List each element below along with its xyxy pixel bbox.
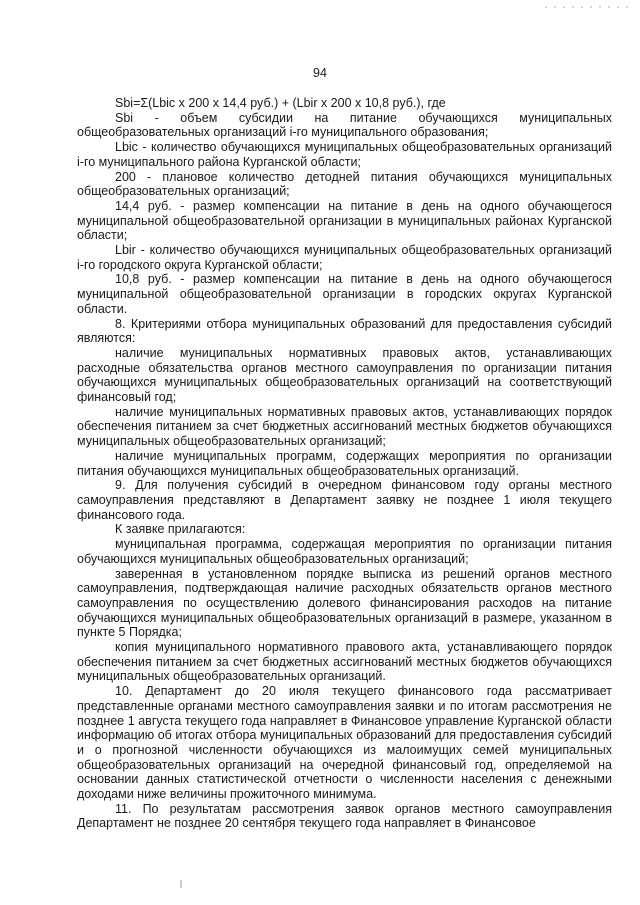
attachment-1: муниципальная программа, содержащая мероприятия по организации питания обучающихся муниципальных общеобразовательных организаций; <box>77 537 612 566</box>
definition-14-4: 14,4 руб. - размер компенсации на питание в день на одного обучающегося муниципальной общеобразовательной организации в муниципальных районах Курганской области; <box>77 198 612 243</box>
definition-10-8: 10,8 руб. - размер компенсации на питание в день на одного обучающегося муниципальной общеобразовательной организации в городских округах Курганской области. <box>77 272 612 316</box>
page-number: 94 <box>313 66 327 80</box>
definition-sbi: Sbi - объем субсидии на питание обучающихся муниципальных общеобразовательных организаций i-го муниципального образования; <box>77 110 612 140</box>
attachments-heading: К заявке прилагаются: <box>115 522 246 537</box>
criterion-1: наличие муниципальных нормативных правовых актов, устанавливающих расходные обязательства органов местного самоуправления по организации питания обучающихся муниципальных общеобразовательных организаций на соответствующий финансовый год; <box>77 345 612 405</box>
attachment-3: копия муниципального нормативного правового акта, устанавливающего порядок обеспечения питанием за счет бюджетных ассигнований местных бюджетов обучающихся муниципальных общеобразовательных организаций. <box>77 640 612 684</box>
clause-11: 11. По результатам рассмотрения заявок органов местного самоуправления Департамент не позднее 20 сентября текущего года направляет в Финансовое <box>77 801 612 831</box>
clause-9: 9. Для получения субсидий в очередном финансовом году органы местного самоуправления представляют в Департамент заявку не позднее 1 июля текущего финансового года. <box>77 478 612 522</box>
scan-artifact <box>545 6 630 8</box>
attachment-2: заверенная в установленном порядке выписка из решений органов местного самоуправления, подтверждающая наличие расходных обязательств органов местного самоуправления по осуществлению долевого финансирования расходов на питание обучающихся муниципальных общеобразовательных организаций в размере, указанном в пункте 5 Порядка; <box>77 566 612 640</box>
clause-8: 8. Критериями отбора муниципальных образований для предоставления субсидий являются: <box>77 316 612 346</box>
clause-10: 10. Департамент до 20 июля текущего финансового года рассматривает представленные органами местного самоуправления заявки и по итогам рассмотрения не позднее 1 августа текущего года направляет в Финансовое управление Курганской области информацию об итогах отбора муниципальных образований для предоставления субсидий и о прогнозной численности обучающихся из малоимущих семей муниципальных общеобразовательных организаций на очередной финансовый год, определяемой на основании данных статистической отчетности о численности населения с денежными доходами ниже величины прожиточного минимума. <box>77 684 612 802</box>
scan-artifact <box>180 880 182 888</box>
definition-lbic: Lbic - количество обучающихся муниципальных общеобразовательных организаций i-го муниципального района Курганской области; <box>77 140 612 169</box>
definition-lbir: Lbir - количество обучающихся муниципальных общеобразовательных организаций i-го городского округа Курганской области; <box>77 243 612 272</box>
definition-200: 200 - плановое количество детодней питания обучающихся муниципальных общеобразовательных организаций; <box>77 169 612 199</box>
criterion-2: наличие муниципальных нормативных правовых актов, устанавливающих порядок обеспечения питанием за счет бюджетных ассигнований местных бюджетов обучающихся муниципальных общеобразовательных организаций; <box>77 404 612 449</box>
formula-paragraph: Sbi=Σ(Lbic х 200 х 14,4 руб.) + (Lbir х 200 х 10,8 руб.), где <box>115 96 446 110</box>
criterion-3: наличие муниципальных программ, содержащих мероприятия по организации питания обучающихся муниципальных общеобразовательных организаций. <box>77 448 612 478</box>
document-body <box>77 96 612 831</box>
